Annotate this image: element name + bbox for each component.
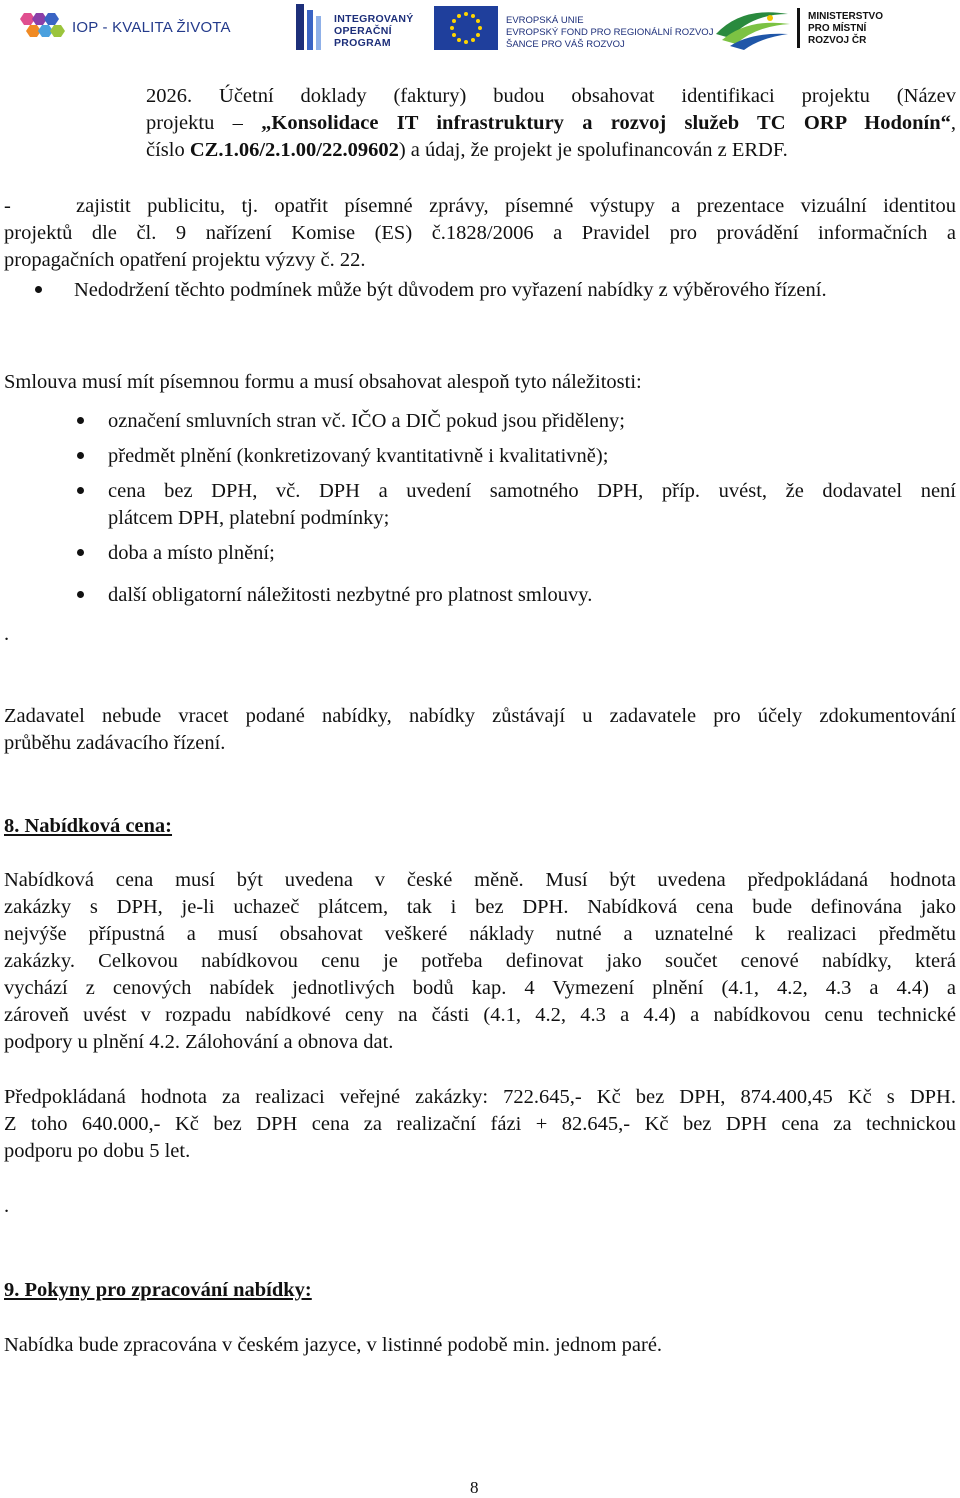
integrated-program-icon [296,4,326,50]
price-para-line-4: zakázky. Celkovou nabídkovou cenu je potřeba definovat jako součet cenové nabídky, která [4,950,956,972]
price-para-line-1: Nabídková cena musí být uvedena v české měně. Musí být uvedena předpokládaná hodnota [4,869,956,891]
price-para-line-7: podpory u plnění 4.2. Zálohování a obnova dat. [4,1031,394,1053]
iop-logo [16,10,231,46]
stray-dot: . [4,623,10,645]
estimated-value-line-1: Předpokládaná hodnota za realizaci veřejné zakázky: 722.645,- Kč bez DPH, 874.400,45 Kč s DPH. [4,1086,956,1108]
contract-item-3-cont: plátcem DPH, platební podmínky; [108,507,390,529]
estimated-value-line-2: Z toho 640.000,- Kč bez DPH cena za realizační fázi + 82.645,- Kč bez DPH cena za technickou [4,1113,956,1135]
iprog-line-3: PROGRAM [334,37,391,49]
eu-flag-icon [434,6,498,50]
project-name: „Konsolidace IT infrastruktury a rozvoj služeb TC ORP Hodonín“ [261,112,951,134]
iop-logo-text: IOP - KVALITA ŽIVOTA [72,19,231,36]
mmr-line-3: ROZVOJ ČR [808,35,867,46]
price-para-line-5: vychází z cenových nabídek jednotlivých bodů kap. 4 Vymezení plnění (4.1, 4.2, 4.3 a 4.4) a [4,977,956,999]
contract-item-2: předmět plnění (konkretizovaný kvantitativně i kvalitativně); [108,445,609,467]
eu-line-3: ŠANCE PRO VÁŠ ROZVOJ [506,39,625,50]
contract-item-4: doba a místo plnění; [108,542,275,564]
mmr-line-2: PRO MÍSTNÍ [808,23,867,34]
price-para-line-2: zakázky s DPH, je-li uchazeč plátcem, tak i bez DPH. Nabídková cena bude definována jako [4,896,956,918]
section-9-text: Nabídka bude zpracována v českém jazyce, v listinné podobě min. jednom paré. [4,1334,663,1356]
return-note-line-1: Zadavatel nebude vracet podané nabídky, nabídky zůstávají u zadavatele pro účely zdokumentování [4,705,956,727]
eu-logo [434,6,714,52]
publicity-line-2: projektů dle čl. 9 nařízení Komise (ES) č.1828/2006 a Pravidel pro provádění informačních a [4,222,956,244]
page-number: 8 [470,1478,479,1497]
stray-dot: . [4,1195,10,1217]
publicity-line-1: zajistit publicitu, tj. opatřit písemné zprávy, písemné výstupy a prezentace vizuální identitou [76,195,956,217]
bullet-icon [77,591,84,598]
bullet-icon [35,286,42,293]
estimated-value-line-3: podporu po dobu 5 let. [4,1140,191,1162]
eu-line-1: EVROPSKÁ UNIE [506,15,584,26]
bullet-icon [77,417,84,424]
contract-item-1: označení smluvních stran vč. IČO a DIČ pokud jsou přiděleny; [108,410,625,432]
section-9-heading: 9. Pokyny pro zpracování nabídky: [4,1279,312,1301]
invoice-para-line-1: 2026. Účetní doklady (faktury) budou obsahovat identifikaci projektu (Název [146,85,956,107]
bullet-icon [77,487,84,494]
invoice-para-line-2: projektu – „Konsolidace IT infrastruktury a rozvoj služeb TC ORP Hodonín“, [146,112,956,134]
bullet-icon [77,452,84,459]
ministry-logo [712,4,952,54]
integrated-program-logo [296,4,421,52]
disqualification-note: Nedodržení těchto podmínek může být důvodem pro vyřazení nabídky z výběrového řízení. [74,279,827,301]
iprog-line-2: OPERAČNÍ [334,25,392,37]
publicity-line-3: propagačních opatření projektu výzvy č. 22. [4,249,366,271]
header-logos [0,0,960,60]
contract-intro: Smlouva musí mít písemnou formu a musí obsahovat alespoň tyto náležitosti: [4,371,642,393]
eu-line-2: EVROPSKÝ FOND PRO REGIONÁLNÍ ROZVOJ [506,27,714,38]
contract-item-5: další obligatorní náležitosti nezbytné pro platnost smlouvy. [108,584,593,606]
section-8-heading: 8. Nabídková cena: [4,815,173,837]
iop-hexagon-icon [16,10,68,46]
project-number: CZ.1.06/2.1.00/22.09602 [189,139,399,161]
publicity-dash: - [4,195,11,217]
price-para-line-3: nejvýše přípustná a musí obsahovat veškeré náklady nutné a uznatelné k realizaci předmětu [4,923,956,945]
return-note-line-2: průběhu zadávacího řízení. [4,732,226,754]
mmr-line-1: MINISTERSTVO [808,11,884,22]
invoice-para-line-3: číslo CZ.1.06/2.1.00/22.09602) a údaj, že projekt je spolufinancován z ERDF. [146,139,788,161]
iprog-line-1: INTEGROVANÝ [334,13,414,25]
ministry-emblem-icon [712,4,792,52]
bullet-icon [77,549,84,556]
ministry-divider [797,8,800,48]
price-para-line-6: zároveň uvést v rozpadu nabídkové ceny na části (4.1, 4.2, 4.3 a 4.4) a nabídkovou cenu technické [4,1004,956,1026]
contract-item-3: cena bez DPH, vč. DPH a uvedení samotného DPH, příp. uvést, že dodavatel není [108,480,956,502]
